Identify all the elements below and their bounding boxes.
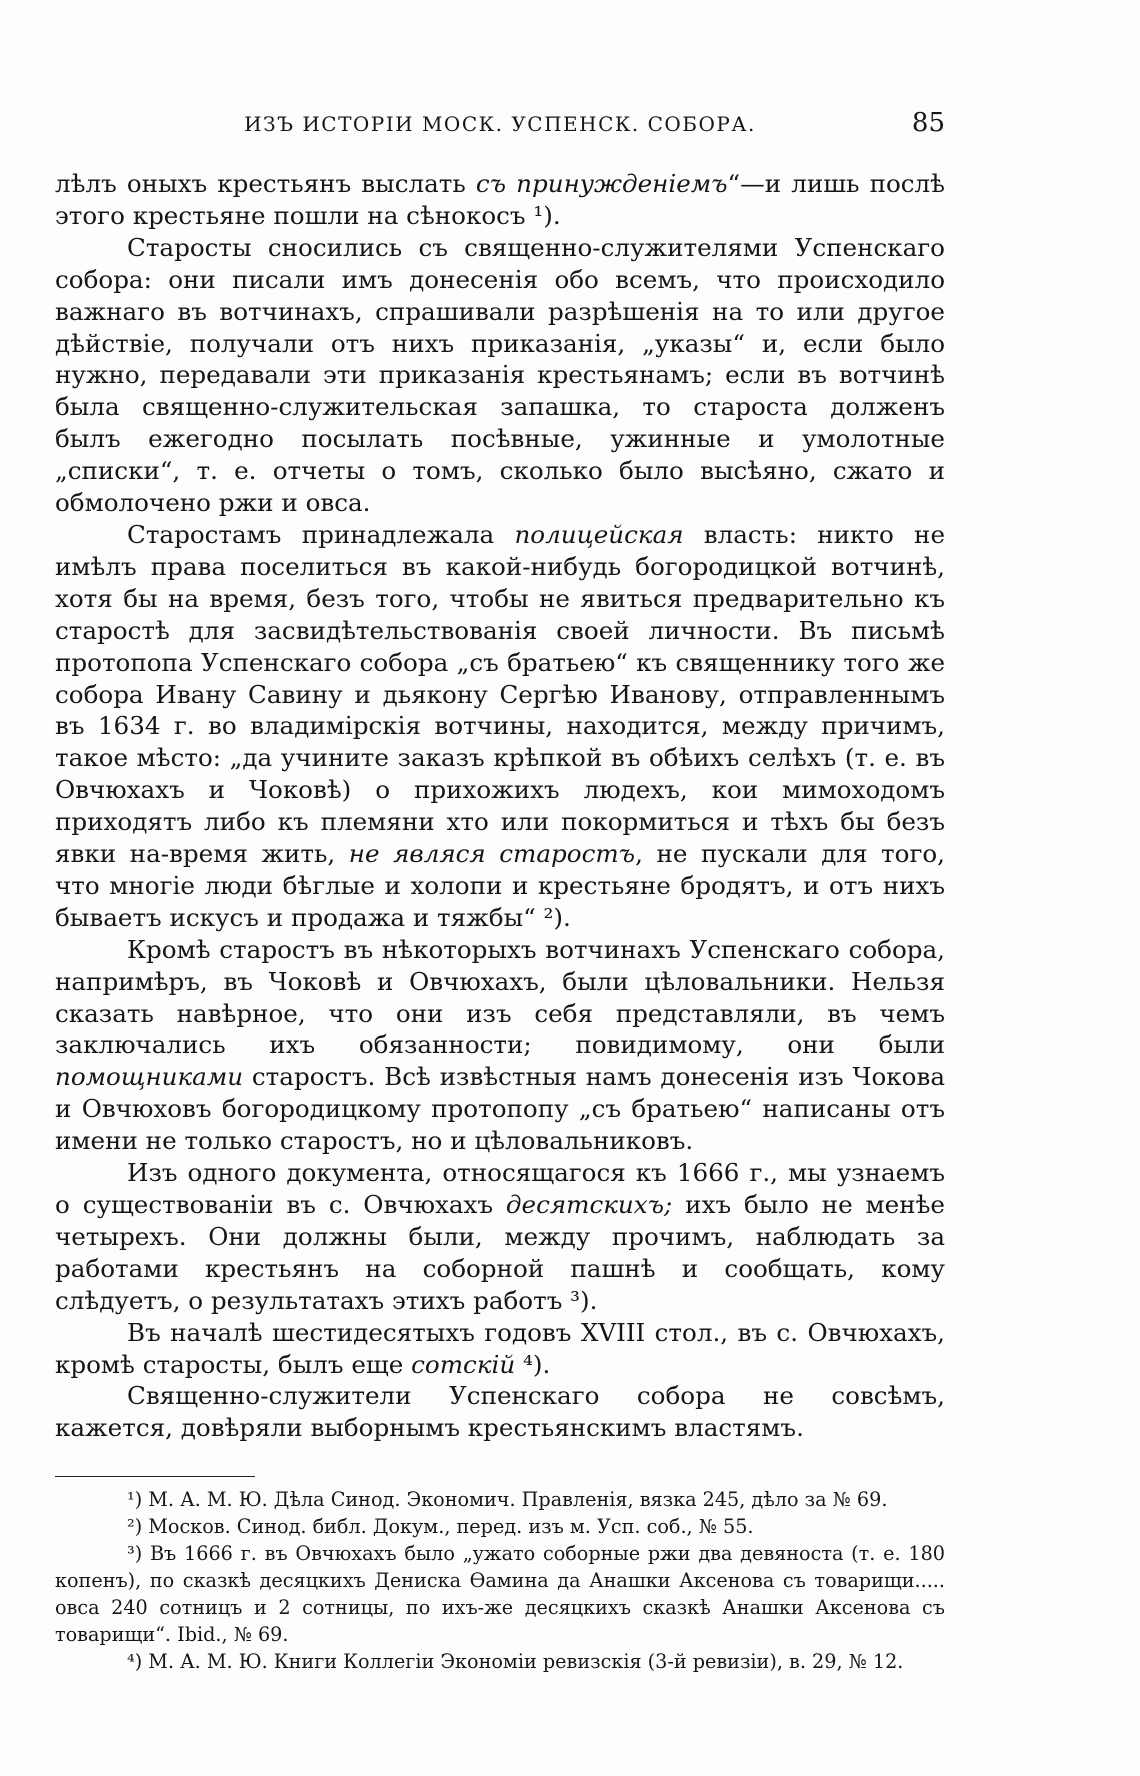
- paragraph: [55, 1380, 945, 1444]
- text-segment: Кромѣ старостъ въ нѣкоторыхъ вотчинахъ Успенскаго собора, напримѣръ, въ Чоковѣ и Овчюхахъ, были цѣловальники. Нельзя сказать навѣрное, что они изъ себя представляли, въ чемъ заключались ихъ обязанности; повидимому, они были: [55, 934, 945, 1060]
- text-segment: Священно-служители Успенскаго собора не совсѣмъ, кажется, довѣряли выборнымъ крестьянскимъ властямъ.: [55, 1381, 945, 1443]
- paragraph: [55, 232, 945, 519]
- text-segment: старостъ. Всѣ извѣстныя намъ донесенія изъ Чокова и Овчюховъ богородицкому протопопу „съ братьею“ написаны отъ имени не только старостъ, но и цѣловальниковъ.: [55, 1062, 945, 1156]
- emphasis-text: десятскихъ;: [505, 1190, 673, 1219]
- page-number: 85: [911, 108, 945, 138]
- paragraph: [55, 934, 945, 1157]
- text-segment: “—и лишь послѣ этого крестьяне пошли на сѣнокосъ ¹).: [55, 169, 945, 230]
- emphasis-text: съ принужденіемъ: [475, 169, 728, 198]
- running-title: ИЗЪ ИСТОРІИ МОСК. УСПЕНСК. СОБОРА.: [244, 112, 756, 136]
- footnote: ²) Москов. Синод. библ. Докум., перед. изъ м. Усп. соб., № 55.: [127, 1515, 754, 1538]
- text-segment: власть: никто не имѣлъ права поселиться въ какой-нибудь богородицкой вотчинѣ, хотя бы на время, безъ того, чтобы не явиться предварительно къ старостѣ для засвидѣтельствованія своей личности. Въ письмѣ протопопа Успенскаго собора „съ братьею“ къ священнику того же собора Ивану Савину и дьякону Сергѣю Иванову, отправленнымъ въ 1634 г. во владимірскія вотчины, находится, между причимъ, такое мѣсто: „да учините заказъ крѣпкой въ обѣихъ селѣхъ (т. е. въ Овчюхахъ и Чоковѣ) о прихожихъ людехъ, кои мимоходомъ приходятъ либо къ племяни хто или покормиться и тѣхъ бы безъ явки на-время жить,: [55, 519, 945, 869]
- footnotes: [55, 1486, 945, 1675]
- emphasis-text: полицейская: [514, 519, 684, 549]
- text-segment: Изъ одного документа, относящагося къ 1666 г., мы узнаемъ о существованіи въ с. Овчюхахъ: [55, 1158, 945, 1219]
- footnote: ³) Въ 1666 г. въ Овчюхахъ было „ужато соборные ржи два девяноста (т. е. 180 копенъ), по сказкѣ десяцкихъ Дениска Ѳамина да Анашки Аксенова съ товарищи..... овса 240 сотницъ и 2 сотницы, по ихъ-же десяцкихъ сказкѣ Анашки Аксенова съ товарищи“. Ibid., № 69.: [55, 1542, 945, 1646]
- paragraph: [55, 168, 945, 232]
- emphasis-text: сотскій: [411, 1349, 516, 1379]
- paragraph: [55, 1157, 945, 1317]
- running-header: [55, 108, 945, 148]
- paragraph: [55, 1317, 945, 1381]
- emphasis-text: помощниками: [55, 1062, 244, 1092]
- footnote-divider: [55, 1476, 255, 1477]
- footnote: ¹) М. А. М. Ю. Дѣла Синод. Экономич. Правленія, вязка 245, дѣло за № 69.: [127, 1488, 888, 1511]
- text-segment: ихъ было не менѣе четырехъ. Они должны были, между прочимъ, наблюдать за работами крестьянъ на соборной пашнѣ и сообщать, кому слѣдуетъ, о результатахъ этихъ работъ ³).: [55, 1190, 945, 1315]
- text-segment: Старостамъ принадлежала: [127, 519, 515, 549]
- text-segment: Старосты сносились съ священно-служителями Успенскаго собора: они писали имъ донесенія обо всемъ, что происходило важнаго въ вотчинахъ, спрашивали разрѣшенія на то или другое дѣйствіе, получали отъ нихъ приказанія, „указы“ и, если было нужно, передавали эти приказанія крестьянамъ; если въ вотчинѣ была священно-служительская запашка, то староста долженъ былъ ежегодно посылать посѣвные, ужинные и умолотные „списки“, т. е. отчеты о томъ, сколько было высѣяно, сжато и обмолочено ржи и овса.: [55, 232, 945, 518]
- text-segment: , не пускали для того, что многіе люди бѣглые и холопи и крестьяне бродятъ, и отъ нихъ бываетъ искусъ и продажа и тяжбы“ ²).: [55, 839, 945, 932]
- text-segment: ⁴).: [515, 1349, 551, 1379]
- body-text: [55, 168, 945, 1444]
- text-segment: Въ началѣ шестидесятыхъ годовъ XVIII стол., въ с. Овчюхахъ, кромѣ старосты, былъ еще: [55, 1317, 945, 1379]
- footnote: ⁴) М. А. М. Ю. Книги Коллегіи Экономіи ревизскія (3-й ревизіи), в. 29, № 12.: [127, 1650, 904, 1673]
- emphasis-text: не являся старостъ: [348, 839, 636, 869]
- paragraph: [55, 519, 945, 934]
- text-segment: лѣлъ оныхъ крестьянъ выслать: [55, 169, 476, 198]
